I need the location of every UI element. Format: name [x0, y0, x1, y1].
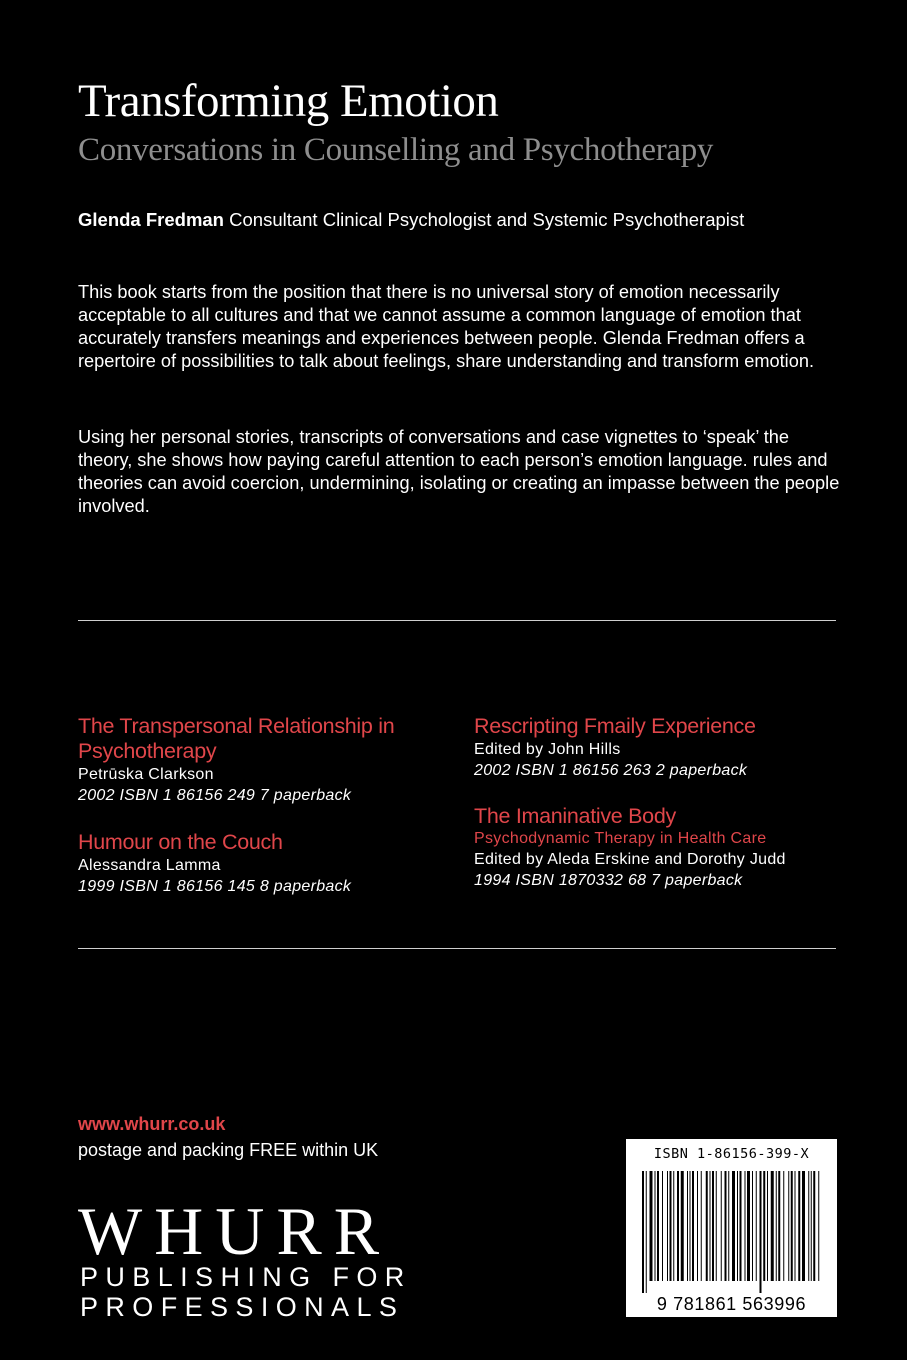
barcode-bar	[778, 1171, 780, 1281]
barcode-bar	[811, 1171, 812, 1281]
barcode-bars	[642, 1171, 822, 1293]
barcode-bar	[791, 1171, 793, 1281]
barcode-bar	[690, 1171, 691, 1281]
barcode-bar	[756, 1171, 757, 1281]
related-book-isbn: 2002 ISBN 1 86156 249 7 paperback	[78, 787, 352, 804]
barcode-bar	[763, 1171, 765, 1281]
barcode-bar	[752, 1171, 753, 1281]
barcode-bar	[716, 1171, 717, 1281]
barcode-bar	[788, 1171, 789, 1281]
barcode-bar	[721, 1171, 722, 1281]
barcode	[626, 1139, 837, 1317]
barcode-bar	[732, 1171, 735, 1281]
related-book-isbn: 1999 ISBN 1 86156 145 8 paperback	[78, 878, 352, 895]
publisher-logo: WHURR	[78, 1193, 392, 1269]
barcode-bar	[802, 1171, 805, 1281]
barcode-bar	[745, 1171, 746, 1281]
barcode-bar	[783, 1171, 784, 1281]
divider-bottom	[78, 948, 836, 949]
barcode-bar	[760, 1171, 762, 1293]
barcode-bar	[767, 1171, 768, 1281]
related-book-title: The Imaninative Body	[474, 804, 676, 828]
barcode-bar	[737, 1171, 738, 1281]
barcode-bar	[728, 1171, 729, 1281]
barcode-number: 9 781861 563996	[656, 1294, 807, 1314]
related-book-subtitle: Psychodynamic Therapy in Health Care	[474, 830, 767, 847]
barcode-bar	[747, 1171, 750, 1281]
barcode-bar	[646, 1171, 647, 1293]
barcode-bar	[670, 1171, 672, 1281]
related-book-author: Alessandra Lamma	[78, 857, 221, 874]
barcode-bar	[642, 1171, 644, 1293]
barcode-bar	[692, 1171, 694, 1281]
barcode-bar	[667, 1171, 668, 1281]
divider-top	[78, 620, 836, 621]
barcode-bar	[677, 1171, 679, 1281]
barcode-bar	[710, 1171, 711, 1281]
related-book-4	[474, 804, 844, 891]
barcode-isbn-label: ISBN 1-86156-399-X	[653, 1146, 810, 1162]
barcode-bar	[725, 1171, 727, 1281]
author-name: Glenda Fredman	[78, 209, 224, 230]
barcode-bar	[650, 1171, 653, 1281]
barcode-bar	[808, 1171, 809, 1281]
barcode-bar	[740, 1171, 742, 1281]
related-book-2	[78, 830, 448, 897]
barcode-bar	[706, 1171, 708, 1281]
publisher-tagline-line1: PUBLISHING FOR	[80, 1262, 412, 1292]
related-book-title: The Transpersonal Relationship in Psychotherapy	[78, 714, 395, 763]
barcode-bar	[771, 1171, 774, 1281]
barcode-bar	[687, 1171, 688, 1281]
barcode-bar	[776, 1171, 777, 1281]
barcode-bar	[662, 1171, 663, 1281]
related-book-author: Edited by Aleda Erskine and Dorothy Judd	[474, 851, 786, 868]
postage-note: postage and packing FREE within UK	[78, 1140, 379, 1160]
publisher-url[interactable]: www.whurr.co.uk	[78, 1114, 226, 1134]
related-book-author: Edited by John Hills	[474, 741, 621, 758]
related-book-3	[474, 714, 844, 781]
related-book-title: Rescripting Fmaily Experience	[474, 714, 756, 738]
barcode-bar	[657, 1171, 659, 1281]
related-book-1	[78, 714, 448, 806]
related-book-isbn: 2002 ISBN 1 86156 263 2 paperback	[474, 762, 748, 779]
barcode-bar	[798, 1171, 800, 1281]
barcode-bar	[712, 1171, 714, 1281]
description-paragraph-2: Using her personal stories, transcripts of conversations and case vignettes to ‘speak’ the theory, she shows how paying careful attention to each person’s emotion language. rules and theories can avoid coercion, undermining, isolating or creating an impasse between the people involved.	[78, 427, 840, 516]
related-book-title: Humour on the Couch	[78, 830, 283, 854]
barcode-bar	[795, 1171, 796, 1281]
book-title: Transforming Emotion	[78, 75, 499, 127]
book-subtitle: Conversations in Counselling and Psychotherapy	[78, 132, 714, 168]
author-line	[78, 209, 744, 231]
description-paragraph-1: This book starts from the position that there is no universal story of emotion necessarily acceptable to all cultures and that we cannot assume a common language of emotion that accurately transfers meanings and experiences between people. Glenda Fredman offers a repertoire of possibilities to talk about feelings, share understanding and transform emotion.	[78, 282, 814, 371]
related-book-author: Petrūska Clarkson	[78, 766, 214, 783]
author-role: Consultant Clinical Psychologist and Systemic Psychotherapist	[229, 209, 745, 230]
publisher-tagline-line2: PROFESSIONALS	[80, 1292, 405, 1322]
related-book-isbn: 1994 ISBN 1870332 68 7 paperback	[474, 872, 743, 889]
barcode-bar	[818, 1171, 819, 1281]
barcode-bar	[697, 1171, 698, 1281]
barcode-bar	[681, 1171, 684, 1281]
barcode-bar	[701, 1171, 702, 1281]
barcode-bar	[813, 1171, 815, 1281]
barcode-bar	[673, 1171, 674, 1281]
barcode-bar	[655, 1171, 656, 1281]
